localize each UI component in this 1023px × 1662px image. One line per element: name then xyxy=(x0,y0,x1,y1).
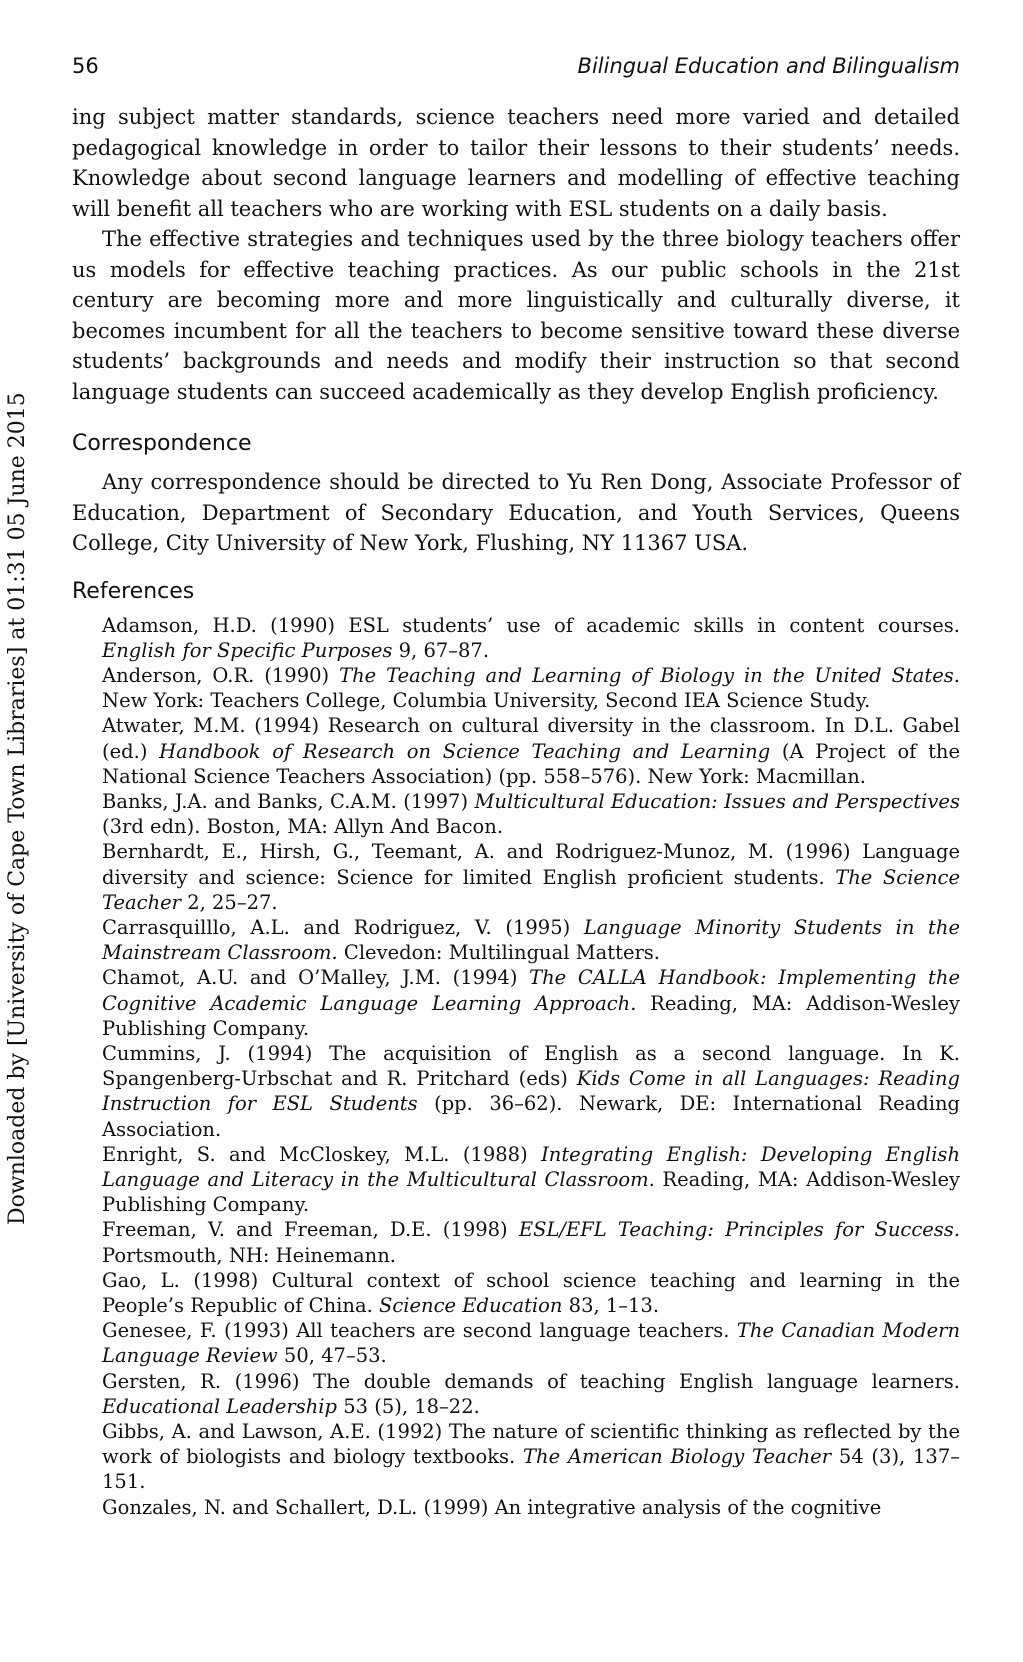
main-text xyxy=(72,102,960,1520)
reference-item: Gao, L. (1998) Cultural context of school science teaching and learning in the People’s Republic of China. Science Education 83, 1–13. xyxy=(102,1268,960,1317)
paragraph: The effective strategies and techniques used by the three biology teachers offer us models for effective teaching practices. As our public schools in the 21st century are becoming more and more linguistically and culturally diverse, it becomes incumbent for all the teachers to become sensitive toward these diverse students’ backgrounds and needs and modify their instruction so that second language students can succeed academically as they develop English proficiency. xyxy=(72,227,960,404)
reference-item: Bernhardt, E., Hirsh, G., Teemant, A. and Rodriguez-Munoz, M. (1996) Language diversity and science: Science for limited English proficient students. The Science Teacher 2, 25–27. xyxy=(102,840,960,914)
correspondence-heading: Correspondence xyxy=(72,431,252,456)
reference-item: Gibbs, A. and Lawson, A.E. (1992) The nature of scientific thinking as reflected by the work of biologists and biology textbooks. The American Biology Teacher 54 (3), 137–151. xyxy=(102,1420,960,1494)
running-head xyxy=(72,54,960,78)
reference-item: Atwater, M.M. (1994) Research on cultural diversity in the classroom. In D.L. Gabel (ed.) Handbook of Research on Science Teaching and Learning (A Project of the National Science Teachers Association) (pp. 558–576). New York: Macmillan. xyxy=(102,714,961,788)
download-watermark: Downloaded by [University of Cape Town Libraries] at 01:31 05 June 2015 xyxy=(5,392,30,1225)
reference-item: Chamot, A.U. and O’Malley, J.M. (1994) The CALLA Handbook: Implementing the Cognitive Academic Language Learning Approach. Reading, MA: Addison-Wesley Publishing Company. xyxy=(102,966,960,1040)
references-list xyxy=(72,613,960,1520)
reference-item: Carrasquilllo, A.L. and Rodriguez, V. (1995) Language Minority Students in the Mainstream Classroom. Clevedon: Multilingual Matters. xyxy=(102,915,960,965)
paragraph: ing subject matter standards, science teachers need more varied and detailed pedagogical knowledge in order to tailor their lessons to their students’ needs. Knowledge about second language learners and modelling of effective teaching will benefit all teachers who are working with ESL students on a daily basis. xyxy=(72,105,960,221)
correspondence-text: Any correspondence should be directed to Yu Ren Dong, Associate Professor of Education, Department of Secondary Education, and Youth Services, Queens College, City University of New York, Flushing, NY 11367 USA. xyxy=(72,470,960,555)
running-title: Bilingual Education and Bilingualism xyxy=(577,54,960,78)
reference-item: Anderson, O.R. (1990) The Teaching and Learning of Biology in the United States. New York: Teachers College, Columbia University, Second IEA Science Study. xyxy=(102,663,960,713)
references-heading: References xyxy=(72,578,195,604)
reference-item: Enright, S. and McCloskey, M.L. (1988) Integrating English: Developing English Language and Literacy in the Multicultural Classroom. Reading, MA: Addison-Wesley Publishing Company. xyxy=(102,1142,960,1217)
page-number: 56 xyxy=(72,54,99,78)
reference-item: Banks, J.A. and Banks, C.A.M. (1997) Multicultural Education: Issues and Perspectives (3rd edn). Boston, MA: Allyn And Bacon. xyxy=(102,789,960,839)
reference-item: Genesee, F. (1993) All teachers are second language teachers. The Canadian Modern Language Review 50, 47–53. xyxy=(102,1319,961,1368)
reference-item: Gonzales, N. and Schallert, D.L. (1999) An integrative analysis of the cognitive xyxy=(102,1495,882,1519)
reference-item: Gersten, R. (1996) The double demands of teaching English language learners. Educational Leadership 53 (5), 18–22. xyxy=(102,1369,960,1418)
reference-item: Freeman, V. and Freeman, D.E. (1998) ESL/EFL Teaching: Principles for Success. Portsmouth, NH: Heinemann. xyxy=(102,1218,960,1267)
reference-item: Adamson, H.D. (1990) ESL students’ use of academic skills in content courses. English for Specific Purposes 9, 67–87. xyxy=(102,613,960,662)
reference-item: Cummins, J. (1994) The acquisition of English as a second language. In K. Spangenberg-Urbschat and R. Pritchard (eds) Kids Come in all Languages: Reading Instruction for ESL Students (pp. 36–62). Newark, DE: International Reading Association. xyxy=(102,1041,960,1141)
